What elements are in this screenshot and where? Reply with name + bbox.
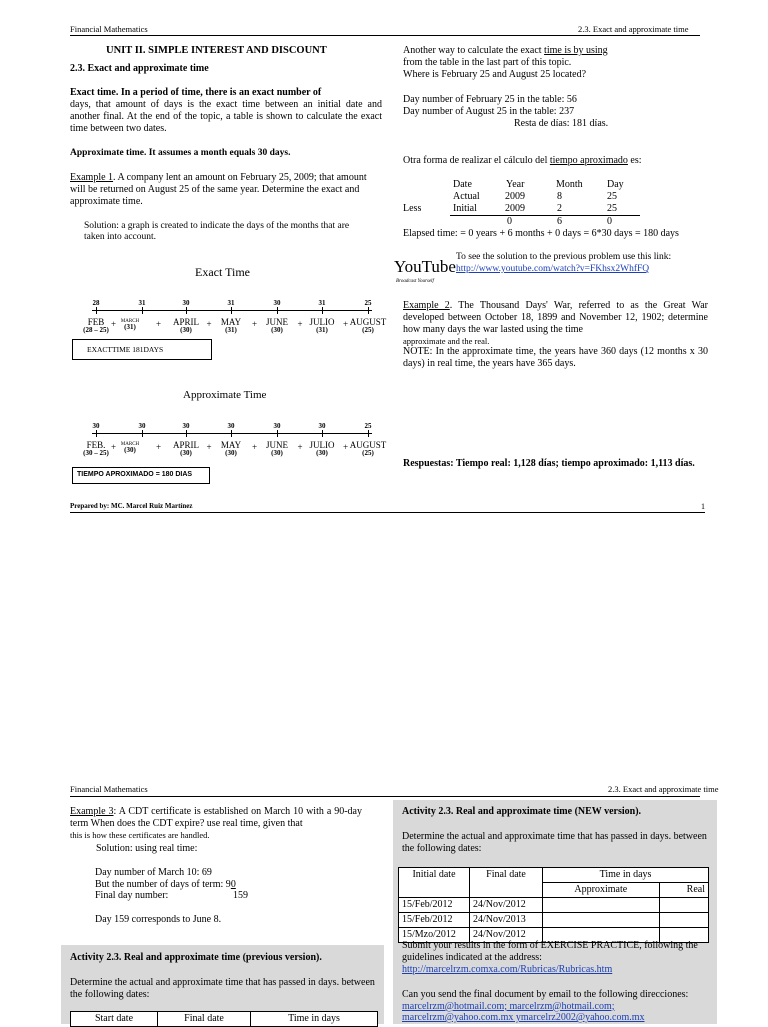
- approx-tick-mark: [277, 430, 278, 437]
- approx-month-name: MAY: [220, 440, 242, 450]
- table-cell-final: 24/Nov/2012: [470, 928, 543, 943]
- exact-month: [106, 318, 154, 332]
- page1-header-right: 2.3. Exact and approximate time: [578, 24, 689, 34]
- exact-tick-mark: [368, 307, 369, 314]
- calc-initial-month: 2: [557, 203, 562, 214]
- exact-tick-mark: [96, 307, 97, 314]
- approx-month-days: (25): [362, 449, 374, 458]
- activity-previous-table: [70, 1011, 378, 1027]
- email-link-2[interactable]: marcelrzm@yahoo.com.mx ymarcelrz2002@yahoo.com.mx: [402, 1012, 645, 1023]
- exact-month-name: FEB: [87, 317, 105, 327]
- activity-new-title: Activity 2.3. Real and approximate time (NEW version).: [402, 806, 642, 817]
- approx-tick-mark: [231, 430, 232, 437]
- exact-tick-label: 25: [364, 299, 372, 307]
- activity-previous-header-time: Time in days: [251, 1012, 378, 1027]
- exact-plus-sign: +: [297, 319, 303, 329]
- activity-new-header-initial: Initial date: [399, 868, 470, 898]
- otra-forma-part1: Otra forma de realizar el cálculo del: [403, 155, 550, 166]
- exact-month: [298, 317, 349, 335]
- otra-forma-underlined: tiempo aproximado: [549, 155, 628, 166]
- calc-diff-year: 0: [507, 216, 512, 227]
- exact-tick-label: 31: [138, 299, 146, 307]
- approx-tick-label: 30: [92, 422, 100, 430]
- exact-time-paragraph: [70, 87, 382, 135]
- email-text: [402, 989, 712, 1024]
- page2-header-left: Financial Mathematics: [70, 784, 148, 794]
- approx-tick-label: 30: [227, 422, 235, 430]
- answers: Respuestas: Tiempo real: 1,128 días; tiempo aproximado: 1,113 días.: [403, 458, 695, 469]
- exact-result-text: EXACTTIME 181DAYS: [87, 345, 164, 354]
- exact-tick-label: 30: [273, 299, 281, 307]
- email-text-lead: Can you send the final document by email to the following direcciones:: [402, 989, 689, 1000]
- exact-tick-label: 31: [318, 299, 326, 307]
- approx-plus-sign: +: [297, 442, 303, 452]
- exact-plus-sign: +: [252, 319, 258, 329]
- approx-month-days: (30): [271, 449, 283, 458]
- day-number-aug: Day number of August 25 in the table: 237: [403, 106, 575, 117]
- right-intro-line2: from the table in the last part of this topic.: [403, 57, 572, 68]
- exact-result-box: [72, 339, 212, 360]
- exact-month-days: (30): [271, 326, 283, 335]
- exact-month-days: (31): [225, 326, 237, 335]
- approx-month-name: APRIL: [172, 440, 199, 450]
- approx-tick-mark: [322, 430, 323, 437]
- otra-forma-line: [403, 155, 642, 167]
- section-title: 2.3. Exact and approximate time: [70, 63, 209, 74]
- example3: [70, 806, 362, 840]
- submit-link[interactable]: http://marcelrzm.comxa.com/Rubricas/Rubricas.htm: [402, 964, 613, 975]
- example2-small: approximate and the real.: [403, 336, 490, 346]
- approx-tick-label: 30: [182, 422, 190, 430]
- approx-time-title: Approximate Time: [183, 389, 267, 401]
- table-row: [399, 913, 709, 928]
- approx-month-days: (30): [225, 449, 237, 458]
- exact-tick-mark: [322, 307, 323, 314]
- exact-tick-label: 30: [182, 299, 190, 307]
- example3-solution: Solution: using real time:: [96, 843, 198, 854]
- calc-actual-month: 8: [557, 191, 562, 202]
- activity-previous-text: Determine the actual and approximate time that has passed in days. between the following dates:: [70, 977, 375, 1000]
- approx-plus-sign: +: [252, 442, 258, 452]
- email-link-1[interactable]: marcelrzm@hotmail.com; marcelrzm@hotmail.com;: [402, 1000, 615, 1012]
- activity-new-header-final: Final date: [470, 868, 543, 898]
- example2-note: NOTE: In the approximate time, the years have 360 days (12 months x 30 days) in real time, the years have 365 days.: [403, 346, 708, 370]
- approx-month: [207, 440, 258, 458]
- example3-day: Day number of March 10: 69: [95, 867, 212, 878]
- page1-footer-right: 1: [701, 502, 705, 511]
- example3-final-value: 159: [233, 890, 248, 901]
- approx-plus-sign: +: [111, 442, 117, 452]
- calc-diff-month: 6: [557, 216, 562, 227]
- table-cell-initial: 15/Mzo/2012: [399, 928, 470, 943]
- example1-text: . A company lent an amount on February 25, 2009; that amount will be returned on August 25 of the same year. Determine the exact and approximate time.: [70, 172, 367, 207]
- approx-month-days: (30): [124, 446, 136, 455]
- activity-previous-panel: [61, 945, 384, 1024]
- page1-footer-rule: [70, 512, 705, 513]
- calc-header-day: Day: [607, 179, 624, 190]
- otra-forma-part2: es:: [627, 155, 642, 166]
- exact-time-lead: Exact time. In a period of time, there is an exact number of: [70, 87, 322, 98]
- exact-month: [344, 318, 392, 335]
- approx-plus-sign: +: [206, 442, 212, 452]
- exact-line: [92, 310, 372, 311]
- youtube-logo: YouTube: [394, 257, 456, 276]
- right-intro: [403, 45, 703, 81]
- approx-result-text: TIEMPO APROXIMADO = 180 DIAS: [77, 471, 193, 478]
- exact-month-days: (31): [124, 323, 136, 332]
- exact-tick-mark: [231, 307, 232, 314]
- page1-footer-left: Prepared by: MC. Marcel Ruiz Martínez: [70, 502, 193, 510]
- approx-tick-mark: [96, 430, 97, 437]
- exact-time-body: days, that amount of days is the exact time between an initial date and another final. At the end of the topic, a table is shown to calculate the exact time between two dates.: [70, 99, 382, 134]
- table-cell-initial: 15/Feb/2012: [399, 898, 470, 913]
- exact-plus-sign: +: [156, 319, 162, 329]
- exact-tick-label: 28: [92, 299, 100, 307]
- approx-tick-label: 30: [273, 422, 281, 430]
- exact-tick-mark: [142, 307, 143, 314]
- approx-month: [298, 440, 349, 458]
- exact-month-name: JUNE: [266, 317, 288, 327]
- table-cell-final: 24/Nov/2012: [470, 898, 543, 913]
- activity-previous-title: Activity 2.3. Real and approximate time (previous version).: [70, 952, 322, 963]
- approx-tick-mark: [186, 430, 187, 437]
- approx-month: [253, 441, 301, 458]
- calc-actual-label: Actual: [453, 191, 480, 202]
- right-intro-part1: Another way to calculate the exact: [403, 45, 545, 56]
- activity-new-subheader-approx: Approximate: [543, 883, 660, 898]
- table-cell-initial: 15/Feb/2012: [399, 913, 470, 928]
- exact-month: [253, 318, 301, 335]
- example3-term-label: But the number of days of term: 9: [95, 879, 231, 890]
- table-cell-approx[interactable]: [543, 913, 660, 928]
- youtube-text: To see the solution to the previous problem use this link:: [456, 252, 672, 262]
- calc-initial-label: Initial: [453, 203, 477, 214]
- approx-time-lead: Approximate time. It assumes a month equals 30 days.: [70, 148, 291, 158]
- page2-header-right: 2.3. Exact and approximate time: [608, 784, 719, 794]
- activity-new-panel: [393, 800, 717, 1024]
- example2: [403, 300, 708, 370]
- exact-plus-sign: +: [111, 319, 117, 329]
- exact-month-name: APRIL: [172, 317, 199, 327]
- example3-text: : A CDT certificate is established on March 10 with a 90-day term When does the CDT expire? use real time, given that: [70, 806, 362, 829]
- page2-header-rule: [70, 796, 700, 797]
- exact-month-days: (30): [180, 326, 192, 335]
- activity-new-text: Determine the actual and approximate time that has passed in days. between the following dates:: [402, 831, 707, 854]
- exact-plus-sign: +: [343, 319, 349, 329]
- calc-initial-year: 2009: [505, 203, 525, 214]
- exact-tick-mark: [186, 307, 187, 314]
- approx-month: [106, 441, 154, 455]
- approx-tick-mark: [368, 430, 369, 437]
- calc-initial-day: 25: [607, 203, 617, 214]
- exact-month-name: AUGUST: [349, 317, 387, 327]
- exact-month-name: MAY: [220, 317, 242, 327]
- example3-small: this is how these certificates are handled.: [70, 830, 210, 840]
- example3-term-digit: 0: [230, 879, 236, 890]
- approx-month-days: (30): [180, 449, 192, 458]
- approx-tick-label: 30: [138, 422, 146, 430]
- exact-time-title: Exact Time: [195, 265, 251, 279]
- table-cell-real[interactable]: [659, 898, 708, 913]
- approx-plus-sign: +: [156, 442, 162, 452]
- exact-plus-sign: +: [206, 319, 212, 329]
- right-intro-underlined: time is by using: [544, 45, 608, 56]
- exact-month-name: JULIO: [309, 317, 335, 327]
- exact-month-days: (31): [316, 326, 328, 335]
- solution-text: Solution: a graph is created to indicate the days of the months that are taken into account.: [84, 221, 350, 243]
- calc-actual-year: 2009: [505, 191, 525, 202]
- day-number-feb: Day number of February 25 in the table: 56: [403, 94, 577, 105]
- approx-month-name: MARCH: [120, 442, 140, 447]
- table-cell-approx[interactable]: [543, 898, 660, 913]
- exact-month: [207, 317, 258, 335]
- right-intro-line3: Where is February 25 and August 25 located?: [403, 69, 587, 80]
- submit-text: Submit your results in the form of EXERCISE PRACTICE, following the guidelines indicated at the address:: [402, 940, 698, 963]
- elapsed-time: Elapsed time: = 0 years + 6 months + 0 days = 6*30 days = 180 days: [403, 228, 679, 239]
- activity-previous-header-final: Final date: [158, 1012, 251, 1027]
- table-cell-real[interactable]: [659, 913, 708, 928]
- calc-less: Less: [403, 203, 422, 214]
- calc-diff-day: 0: [607, 216, 612, 227]
- approx-month-days: (30): [316, 449, 328, 458]
- unit-title: UNIT II. SIMPLE INTEREST AND DISCOUNT: [106, 45, 327, 56]
- approx-month-name: JULIO: [309, 440, 335, 450]
- activity-new-subheader-real: Real: [659, 883, 708, 898]
- exact-tick-mark: [277, 307, 278, 314]
- exact-month-days: (25): [362, 326, 374, 335]
- table-row: [399, 898, 709, 913]
- youtube-link[interactable]: http://www.youtube.com/watch?v=FKhsx2WhfFQ: [456, 264, 650, 274]
- activity-new-header-time: Time in days: [543, 868, 709, 883]
- example3-final-label: Final day number:: [95, 890, 169, 901]
- youtube-tagline: Broadcast Yourself: [396, 279, 434, 284]
- approx-tick-label: 25: [364, 422, 372, 430]
- example3-label: Example 3: [70, 806, 114, 817]
- approx-month: [162, 441, 210, 458]
- exact-month-name: MARCH: [120, 319, 140, 324]
- approx-month-name: AUGUST: [349, 440, 387, 450]
- example1-label: Example 1: [70, 172, 114, 183]
- approx-month-name: FEB.: [86, 440, 106, 450]
- approx-tick-label: 30: [318, 422, 326, 430]
- calc-header-month: Month: [556, 179, 583, 190]
- exact-month: [162, 318, 210, 335]
- calc-header-year: Year: [506, 179, 525, 190]
- calc-header-date: Date: [453, 179, 472, 190]
- calc-actual-day: 25: [607, 191, 617, 202]
- approx-month-days: (30 – 25): [83, 449, 109, 458]
- approx-month: [344, 441, 392, 458]
- approx-line: [92, 433, 372, 434]
- approx-month-name: JUNE: [266, 440, 288, 450]
- example3-corresponds: Day 159 corresponds to June 8.: [95, 914, 222, 925]
- page1-header-rule: [70, 35, 700, 36]
- resta-dias: Resta de días: 181 días.: [514, 118, 609, 129]
- example1: [70, 172, 375, 208]
- approx-plus-sign: +: [343, 442, 349, 452]
- example2-label: Example 2: [403, 300, 450, 311]
- exact-month-days: (28 – 25): [83, 326, 109, 335]
- approx-tick-mark: [142, 430, 143, 437]
- page1-header-left: Financial Mathematics: [70, 24, 148, 34]
- activity-previous-header-start: Start date: [71, 1012, 158, 1027]
- table-cell-final: 24/Nov/2013: [470, 913, 543, 928]
- exact-tick-label: 31: [227, 299, 235, 307]
- approx-result-box: [72, 467, 210, 484]
- activity-new-table: [398, 867, 709, 943]
- example2-text: . The Thousand Days' War, referred to as the Great War developed between October 18, 1899 and November 12, 1902; determine how many days the war lasted using the time: [403, 300, 708, 335]
